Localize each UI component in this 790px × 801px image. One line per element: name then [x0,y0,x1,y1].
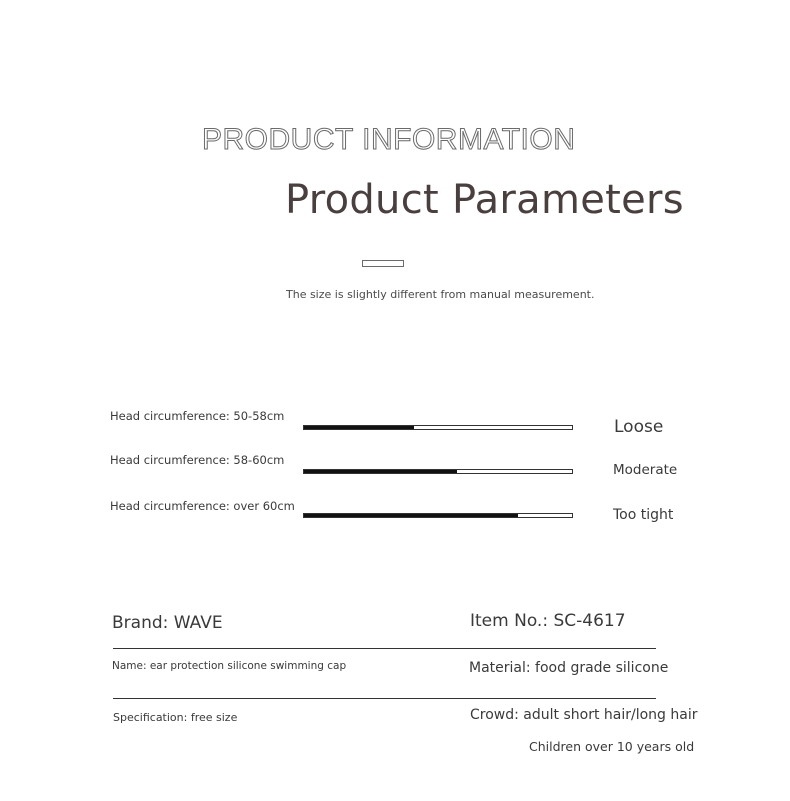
fit-row-2-bar [303,469,573,474]
fit-row-1-bar [303,425,573,430]
spec-divider-2 [113,698,656,699]
brand-text: Brand: WAVE [112,613,223,633]
specification-text: Specification: free size [113,711,238,724]
fit-row-3-tag: Too tight [613,507,674,523]
fit-row-1-level [304,426,414,429]
page-title: Product Parameters [285,177,684,223]
fit-row-1-label: Head circumference: 50-58cm [110,409,285,423]
fit-row-1-tag: Loose [614,417,664,437]
crowd-note-text: Children over 10 years old [529,739,695,754]
title-divider [362,260,404,267]
fit-row-2-label: Head circumference: 58-60cm [110,453,285,467]
product-name-text: Name: ear protection silicone swimming cap [112,660,347,672]
fit-row-2-level [304,470,457,473]
fit-row-3-level [304,514,518,517]
spec-divider-1 [113,648,656,649]
item-number-text: Item No.: SC-4617 [470,611,626,631]
fit-row-3-bar [303,513,573,518]
material-text: Material: food grade silicone [469,660,669,676]
measurement-note: The size is slightly different from manual measurement. [286,288,595,301]
crowd-text: Crowd: adult short hair/long hair [470,707,698,723]
fit-row-3-label: Head circumference: over 60cm [110,499,295,513]
fit-row-2-tag: Moderate [613,462,678,478]
product-info-outline-title: PRODUCT INFORMATION [202,123,576,156]
